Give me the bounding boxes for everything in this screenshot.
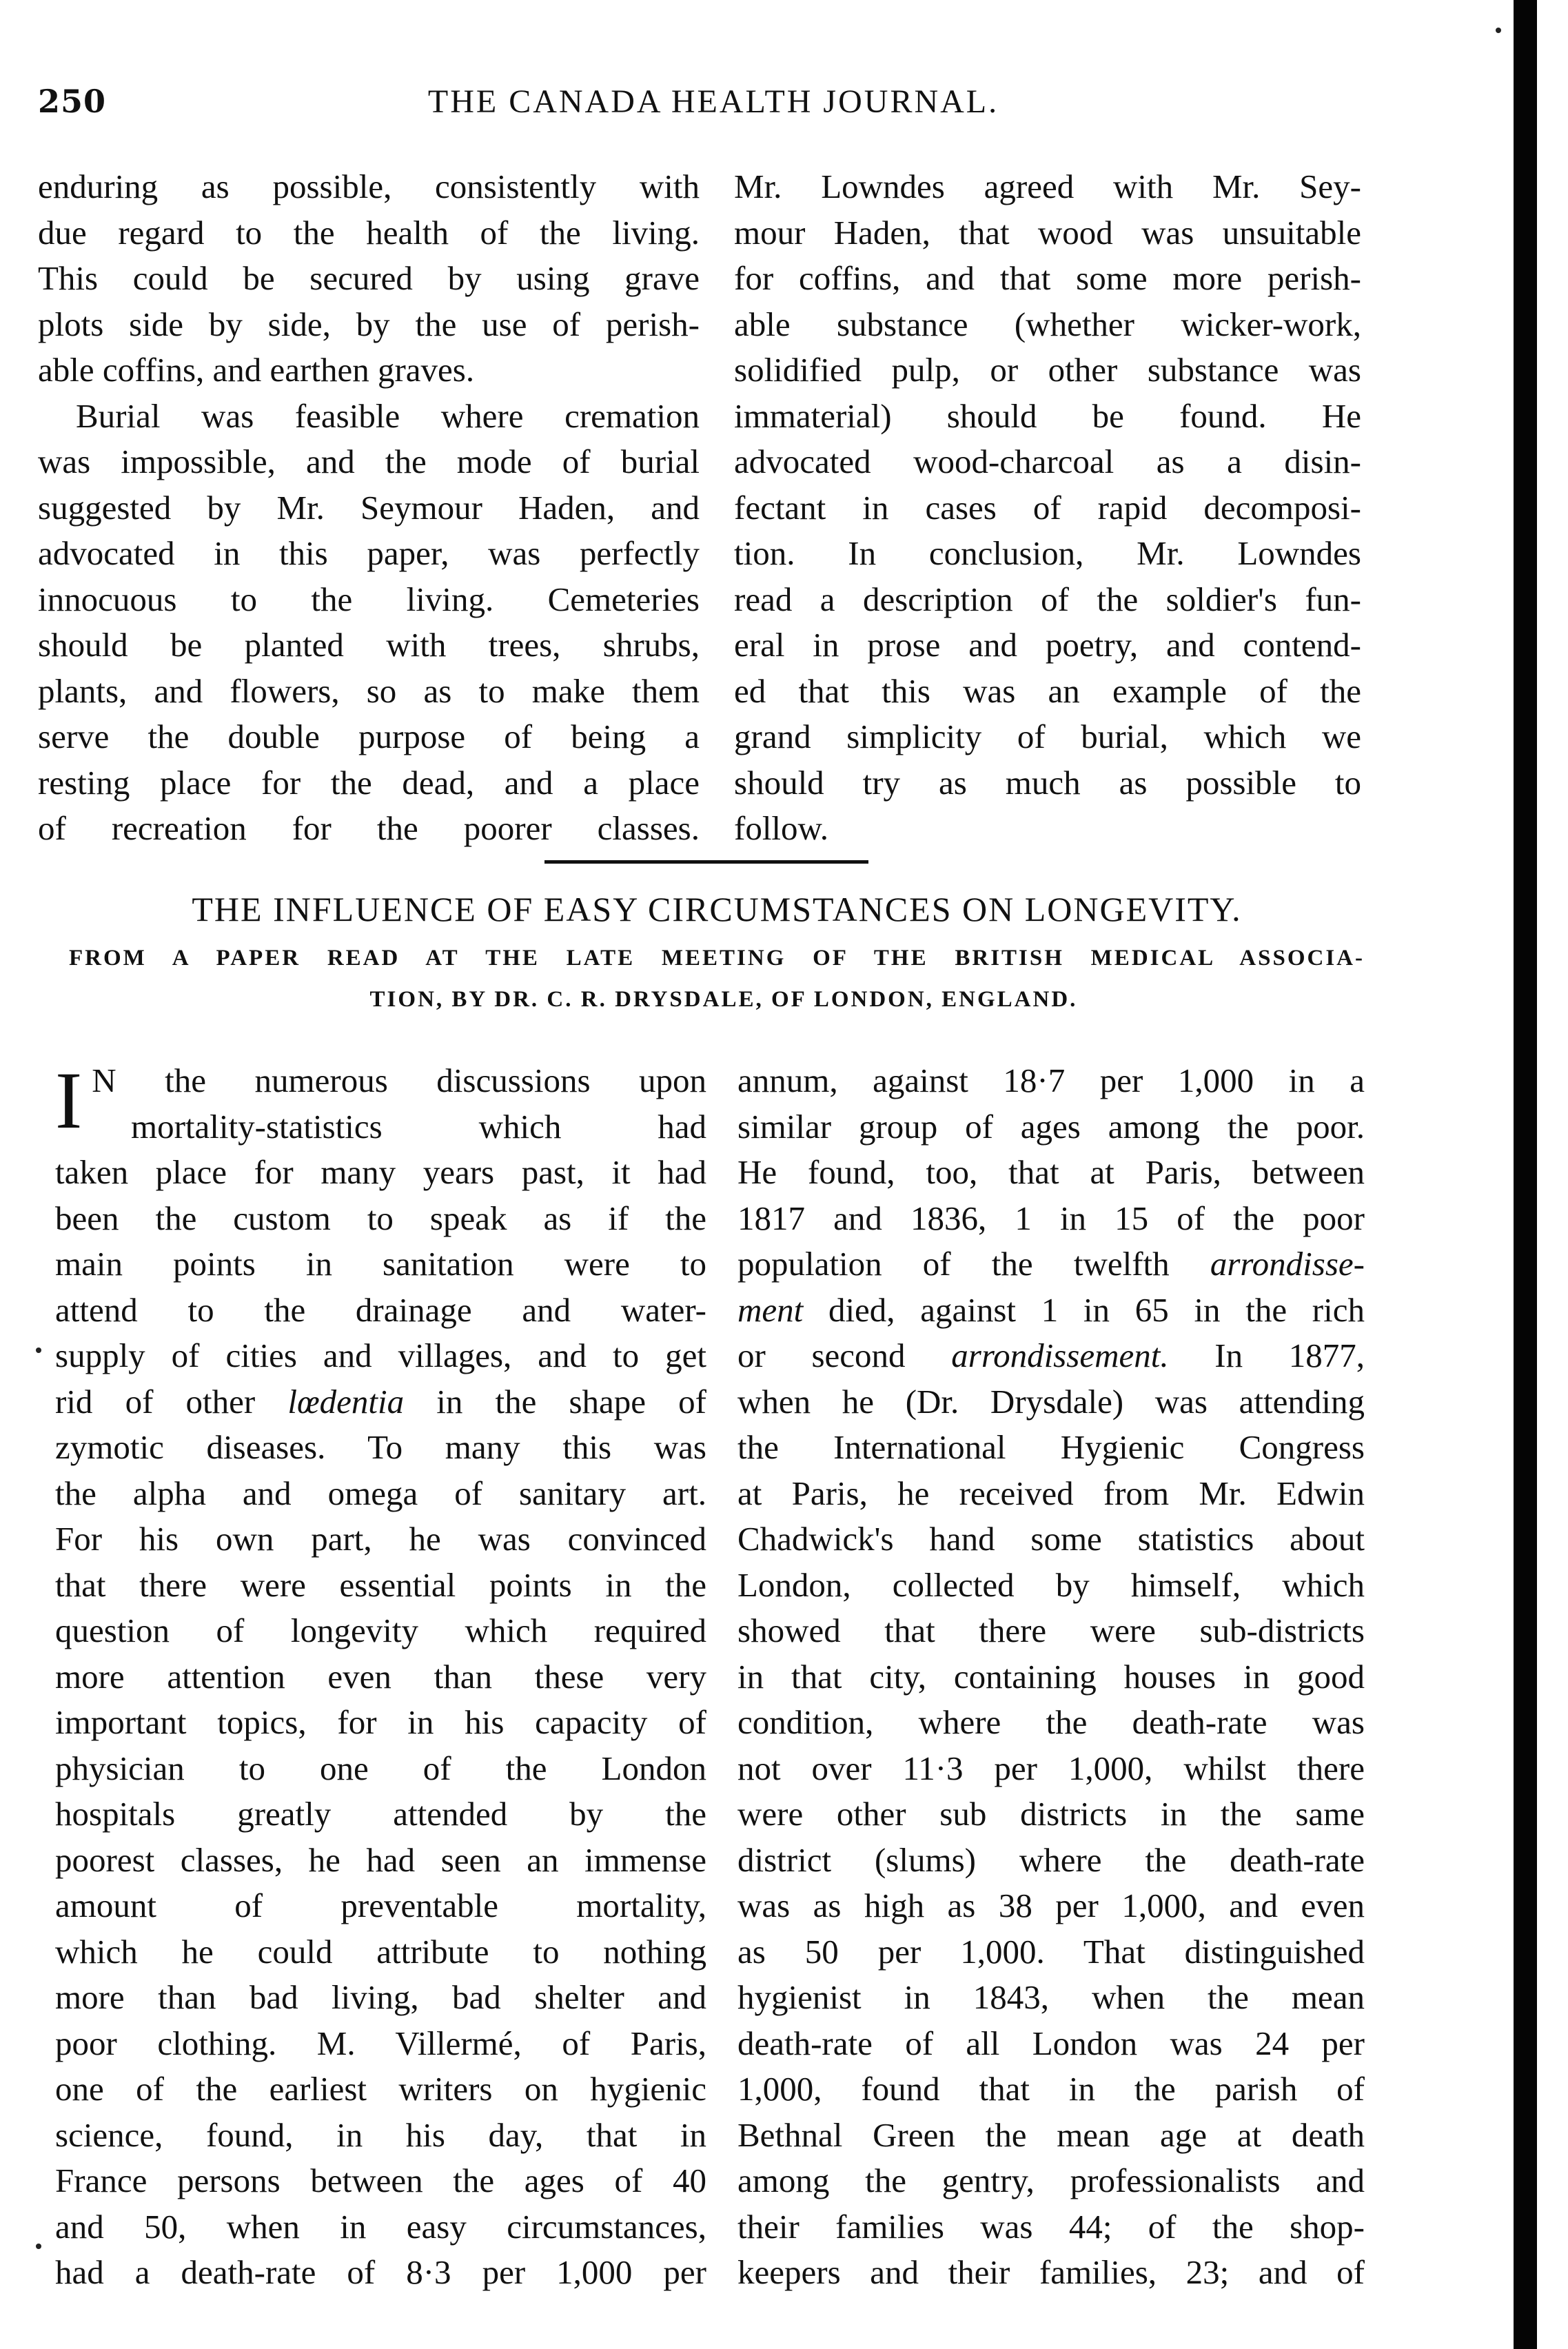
text-line: had a death-rate of 8·3 per 1,000 per [55,2253,706,2291]
text-line: was as high as 38 per 1,000, and even [737,1887,1365,1924]
journal-title: THE CANADA HEALTH JOURNAL. [427,83,999,120]
text-line: that there were essential points in the [55,1565,706,1604]
text-line-with-italic [55,1379,706,1425]
text-line: resting place for the dead, and a place [38,763,700,802]
italic-term: arrondissement. [951,1336,1169,1374]
italic-term: lœdentia [287,1382,405,1421]
text-line: annum, against 18·7 per 1,000 in a [737,1061,1365,1099]
section-divider [544,860,868,864]
text-line: physician to one of the London [55,1749,706,1787]
scan-speck [1496,28,1501,33]
text-line: He found, too, that at Paris, between [737,1153,1365,1191]
text-line: the International Hygienic Congress [737,1428,1365,1466]
text-line: France persons between the ages of 40 [55,2162,706,2199]
text-fragment: In 1877, [1168,1336,1365,1374]
top-right-column [734,164,1361,852]
text-fragment: population of the twelfth [737,1245,1210,1283]
text-line: at Paris, he received from Mr. Edwin [737,1474,1365,1512]
text-line: death-rate of all London was 24 per [737,2024,1365,2062]
top-left-column [38,164,700,852]
text-line: advocated wood-charcoal as a disin- [734,443,1361,480]
italic-term: ment [737,1290,804,1329]
text-line: condition, where the death-rate was [737,1703,1365,1741]
text-line: science, found, in his day, that in [55,2115,706,2154]
text-line: Mr. Lowndes agreed with Mr. Sey- [734,167,1361,205]
text-line: among the gentry, professionalists and [737,2162,1365,2199]
drop-cap: I [55,1055,83,1146]
text-line: innocuous to the living. Cemeteries [38,580,700,618]
text-line: district (slums) where the death-rate [737,1840,1365,1879]
page-number: 250 [38,83,107,120]
text-line: of recreation for the poorer classes. [38,809,700,847]
text-line: read a description of the soldier's fun- [734,580,1361,618]
text-line: advocated in this paper, was perfectly [38,534,700,572]
text-line-with-italic [737,1333,1365,1379]
text-line: been the custom to speak as if the [55,1199,706,1237]
text-line: and 50, when in easy circumstances, [55,2207,706,2246]
text-line: showed that there were sub-districts [737,1611,1365,1649]
text-line: not over 11·3 per 1,000, whilst there [737,1749,1365,1787]
article-subtitle-line-2: TION, BY DR. C. R. DRYSDALE, OF LONDON, ENGLAND. [369,987,1078,1012]
text-line: solidified pulp, or other substance was [734,351,1361,389]
running-head [38,83,1389,131]
text-line: able substance (whether wicker-work, [734,305,1361,343]
text-line: mour Haden, that wood was unsuitable [734,213,1361,252]
scan-speck [36,2244,41,2249]
text-fragment: in the shape of [404,1382,706,1421]
text-line: main points in sanitation were to [55,1245,706,1283]
article-left-column [55,1055,706,2296]
text-line: important topics, for in his capacity of [55,1703,706,1741]
article-title: THE INFLUENCE OF EASY CIRCUMSTANCES ON LONGEVITY. [192,890,1242,928]
text-line: Bethnal Green the mean age at death [737,2115,1365,2154]
text-line: serve the double purpose of being a [38,718,700,755]
text-line: 1,000, found that in the parish of [737,2070,1365,2108]
scan-speck [36,1348,41,1353]
text-line: amount of preventable mortality, [55,1887,706,1924]
text-line: when he (Dr. Drysdale) was attending [737,1382,1365,1421]
text-fragment: or second [737,1336,952,1374]
text-line: hospitals greatly attended by the [55,1795,706,1833]
text-line: eral in prose and poetry, and contend- [734,626,1361,664]
italic-term: arrondisse- [1210,1245,1365,1283]
text-line: keepers and their families, 23; and of [737,2253,1365,2291]
text-line: attend to the drainage and water- [55,1290,706,1329]
text-line: enduring as possible, consistently with [38,167,700,205]
text-line: N the numerous discussions upon [92,1061,706,1099]
text-line: Burial was feasible where cremation [76,396,700,435]
article-subtitle-line-1: FROM A PAPER READ AT THE LATE MEETING OF THE BRITISH MEDICAL ASSOCIA- [69,946,1365,970]
text-line: tion. In conclusion, Mr. Lowndes [734,534,1361,572]
text-line: due regard to the health of the living. [38,213,700,252]
text-line: fectant in cases of rapid decomposi- [734,488,1361,527]
text-line: should try as much as possible to [734,763,1361,802]
scan-edge-bar [1514,0,1537,2349]
text-line: able coffins, and earthen graves. [38,351,475,389]
text-line: were other sub districts in the same [737,1795,1365,1833]
text-line: should be planted with trees, shrubs, [38,626,700,664]
text-line: For his own part, he was convinced [55,1520,706,1558]
text-line: taken place for many years past, it had [55,1153,706,1191]
text-line: which he could attribute to nothing [55,1932,706,1971]
text-line: the alpha and omega of sanitary art. [55,1474,706,1512]
text-line: plants, and flowers, so as to make them [38,671,700,710]
text-fragment: died, against 1 in 65 in the rich [803,1290,1365,1329]
text-line: as 50 per 1,000. That distinguished [737,1932,1365,1971]
text-line-with-italic [737,1241,1365,1288]
text-line: more than bad living, bad shelter and [55,1978,706,2016]
text-line: mortality-statistics which had [131,1107,706,1146]
text-line: for coffins, and that some more perish- [734,259,1361,297]
text-line: follow. [734,809,828,847]
text-line: question of longevity which required [55,1611,706,1649]
text-fragment: rid of other [55,1382,288,1421]
text-line: in that city, containing houses in good [737,1657,1365,1696]
text-line: poorest classes, he had seen an immense [55,1840,706,1879]
text-line-with-italic [737,1288,1365,1334]
text-line: one of the earliest writers on hygienic [55,2070,706,2108]
text-line: This could be secured by using grave [38,259,700,297]
text-line: grand simplicity of burial, which we [734,718,1361,755]
text-line: suggested by Mr. Seymour Haden, and [38,488,700,527]
text-line: plots side by side, by the use of perish- [38,305,700,343]
text-line: London, collected by himself, which [737,1565,1365,1604]
text-line: 1817 and 1836, 1 in 15 of the poor [737,1199,1365,1237]
article-right-column [737,1058,1365,2296]
text-line: their families was 44; of the shop- [737,2207,1365,2246]
text-line: immaterial) should be found. He [734,396,1361,435]
text-line: was impossible, and the mode of burial [38,443,700,480]
text-line: hygienist in 1843, when the mean [737,1978,1365,2016]
text-line: zymotic diseases. To many this was [55,1428,706,1466]
text-line: supply of cities and villages, and to get [55,1336,706,1374]
text-line: Chadwick's hand some statistics about [737,1520,1365,1558]
text-line: ed that this was an example of the [734,671,1361,710]
text-line: poor clothing. M. Villermé, of Paris, [55,2024,706,2062]
text-line: similar group of ages among the poor. [737,1107,1365,1146]
text-line: more attention even than these very [55,1657,706,1696]
